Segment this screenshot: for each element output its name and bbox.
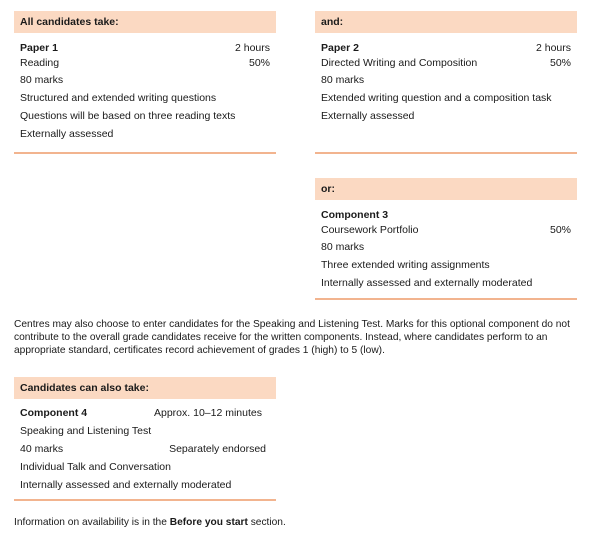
- paper-2-line: Extended writing question and a composition task: [321, 92, 552, 104]
- component-4-line: Internally assessed and externally moderated: [20, 479, 232, 491]
- availability-prefix: Information on availability is in the: [14, 517, 170, 528]
- paper-1-marks: 80 marks: [20, 74, 64, 86]
- paper-2-box: [315, 11, 577, 154]
- component-3-line: Three extended writing assignments: [321, 259, 490, 271]
- paper-1-line: Questions will be based on three reading texts: [20, 110, 236, 122]
- paper-1-duration: 2 hours: [234, 42, 270, 54]
- paper-1-title: Paper 1: [20, 42, 58, 54]
- paper-1-line: Structured and extended writing questions: [20, 92, 217, 104]
- component-3-marks: 80 marks: [321, 241, 365, 253]
- also-take-header: Candidates can also take:: [14, 377, 276, 399]
- component-4-duration: Approx. 10–12 minutes: [154, 407, 262, 419]
- component-4-title: Component 4: [20, 407, 88, 419]
- paper-1-box: [14, 11, 276, 154]
- all-candidates-header: All candidates take:: [14, 11, 276, 33]
- paper-2-subtitle-row: [315, 56, 577, 71]
- or-header: or:: [315, 178, 577, 200]
- paper-2-subtitle: Directed Writing and Composition: [321, 57, 478, 69]
- component-4-marks: 40 marks: [20, 443, 64, 455]
- paper-2-weight: 50%: [549, 57, 571, 69]
- component-3-title: Component 3: [321, 209, 389, 221]
- component-3-subtitle-row: [315, 223, 577, 238]
- paper-1-weight: 50%: [248, 57, 270, 69]
- availability-suffix: section.: [247, 517, 286, 528]
- component-3-subtitle: Coursework Portfolio: [321, 224, 419, 236]
- component-4-marks-row: [14, 440, 276, 458]
- paper-2-line: Externally assessed: [321, 110, 415, 122]
- paper-2-marks: 80 marks: [321, 74, 365, 86]
- availability-info: [14, 517, 286, 528]
- paper-1-subtitle-row: [14, 56, 276, 71]
- component-3-weight: 50%: [549, 224, 571, 236]
- component-4-line: Individual Talk and Conversation: [20, 461, 171, 473]
- component-4-title-row: [14, 404, 276, 422]
- paper-1-subtitle: Reading: [20, 57, 60, 69]
- before-you-start-link-text: Before you start: [169, 517, 248, 528]
- component-4-endorsement: Separately endorsed: [169, 443, 266, 455]
- component-4-box: [14, 377, 276, 501]
- paper-2-duration: 2 hours: [535, 42, 571, 54]
- component-3-box: [315, 178, 577, 300]
- component-4-subtitle: Speaking and Listening Test: [20, 425, 152, 437]
- paper-1-line: Externally assessed: [20, 128, 114, 140]
- paper-2-title-row: [315, 41, 577, 56]
- and-header: and:: [315, 11, 577, 33]
- paper-2-title: Paper 2: [321, 42, 359, 54]
- paper-1-title-row: [14, 41, 276, 56]
- speaking-listening-paragraph: Centres may also choose to enter candidates for the Speaking and Listening Test. Marks for this optional component do not contribute to the overall grade candidates receive for the written components. Instead, where candidates perform to an appropriate standard, certificates record achievement of grades 1 (high) to 5 (low).: [14, 319, 570, 356]
- component-3-line: Internally assessed and externally moderated: [321, 277, 533, 289]
